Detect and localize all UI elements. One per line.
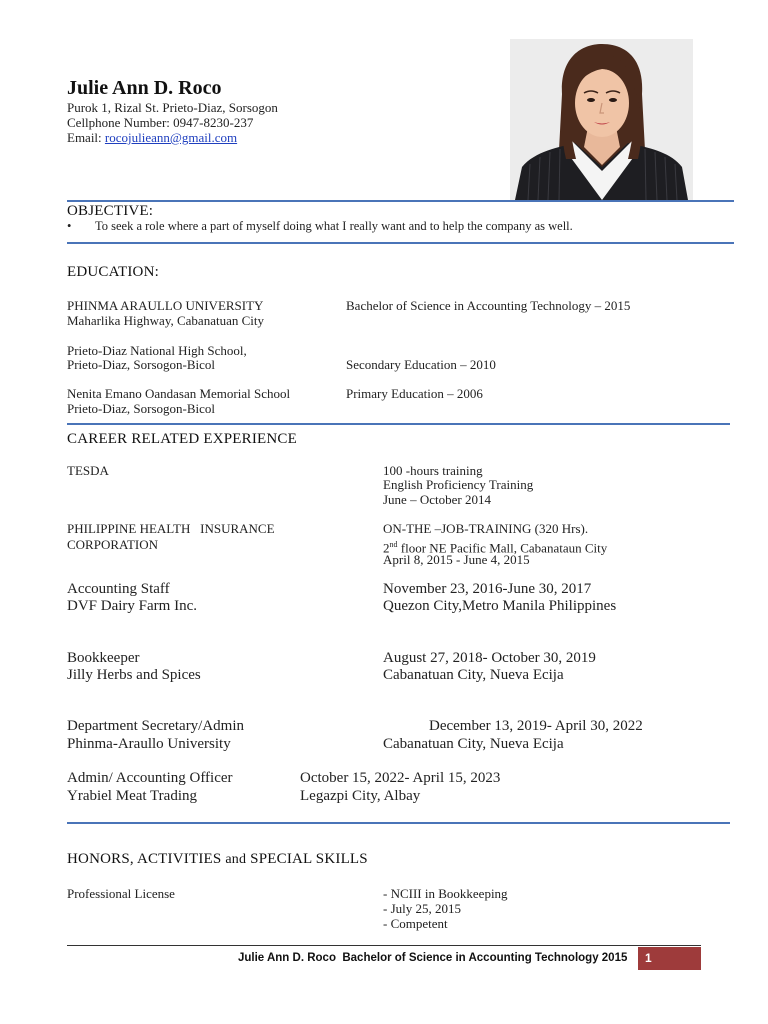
applicant-name: Julie Ann D. Roco [67, 77, 222, 99]
education-location: Prieto-Diaz, Sorsogon-Bicol [67, 357, 216, 372]
job-position: Department Secretary/Admin [67, 718, 245, 734]
honors-title-part2: SPECIAL SKILLS [246, 851, 368, 867]
education-location: Maharlika Highway, Cabanatuan City [67, 313, 264, 328]
job-company: DVF Dairy Farm Inc. [67, 598, 197, 614]
job-company: Phinma-Araullo University [67, 736, 231, 752]
job-company: Jilly Herbs and Spices [67, 667, 201, 683]
education-degree: Bachelor of Science in Accounting Technology – 2015 [346, 298, 631, 313]
floor-suffix: nd [389, 540, 398, 549]
honors-item: - NCIII in Bookkeeping [383, 886, 508, 901]
education-degree: Primary Education – 2006 [346, 386, 483, 401]
education-degree: Secondary Education – 2010 [346, 357, 496, 372]
email-label: Email: [67, 130, 102, 145]
honors-item: - July 25, 2015 [383, 901, 461, 916]
honors-title-and: and [225, 852, 247, 867]
training-org: PHILIPPINE HEALTH INSURANCE [67, 521, 275, 536]
training-line: English Proficiency Training [383, 477, 534, 492]
footer-text: Julie Ann D. Roco Bachelor of Science in Accounting Technology 2015 [238, 952, 628, 964]
job-location: Cabanatuan City, Nueva Ecija [383, 667, 564, 683]
section-divider [67, 822, 730, 824]
footer-rule [67, 945, 701, 946]
section-divider [67, 423, 730, 425]
profile-photo [510, 39, 693, 200]
training-org-line2: CORPORATION [67, 537, 159, 552]
job-position: Accounting Staff [67, 581, 170, 597]
honors-title [67, 851, 368, 868]
job-dates: August 27, 2018- October 30, 2019 [383, 650, 596, 666]
contact-block [67, 100, 278, 145]
email-link[interactable]: rocojulieann@gmail.com [104, 130, 238, 145]
floor-number: 2 [383, 540, 390, 556]
objective-item [67, 219, 573, 234]
job-location: Cabanatuan City, Nueva Ecija [383, 736, 564, 752]
education-location: Prieto-Diaz, Sorsogon-Bicol [67, 401, 216, 416]
honors-title-part1: HONORS, ACTIVITIES [67, 851, 226, 867]
education-title: EDUCATION: [67, 264, 159, 280]
training-line: 100 -hours training [383, 463, 483, 478]
job-company: Yrabiel Meat Trading [67, 788, 197, 804]
job-position: Bookkeeper [67, 650, 140, 666]
job-position: Admin/ Accounting Officer [67, 770, 233, 786]
floor-address: floor NE Pacific Mall, Cabanataun City [397, 540, 608, 556]
phone-line [67, 115, 278, 130]
objective-title: OBJECTIVE: [67, 203, 154, 219]
email-line [67, 130, 278, 145]
address: Purok 1, Rizal St. Prieto-Diaz, Sorsogon [67, 100, 278, 115]
job-location: Legazpi City, Albay [300, 788, 421, 804]
honors-label: Professional License [67, 886, 175, 901]
job-dates: October 15, 2022- April 15, 2023 [300, 770, 501, 786]
phone-label: Cellphone Number: [67, 115, 170, 130]
honors-item: - Competent [383, 916, 448, 931]
training-org: TESDA [67, 463, 109, 478]
section-divider [67, 200, 734, 202]
job-dates: November 23, 2016-June 30, 2017 [383, 581, 592, 597]
objective-text: To seek a role where a part of myself doing what I really want and to help the company as well. [95, 219, 573, 233]
education-school: Nenita Emano Oandasan Memorial School [67, 386, 291, 401]
bullet-icon: • [67, 219, 72, 233]
experience-title: CAREER RELATED EXPERIENCE [67, 431, 297, 447]
page-number: 1 [638, 947, 701, 970]
training-line: ON-THE –JOB-TRAINING (320 Hrs). [383, 521, 589, 536]
education-school: PHINMA ARAULLO UNIVERSITY [67, 298, 264, 313]
training-line: June – October 2014 [383, 492, 491, 507]
education-school: Prieto-Diaz National High School, [67, 343, 247, 358]
training-line: April 8, 2015 - June 4, 2015 [383, 552, 530, 567]
section-divider [67, 242, 734, 244]
phone-number: 0947-8230-237 [173, 115, 254, 130]
job-location: Quezon City,Metro Manila Philippines [383, 598, 617, 614]
job-dates: December 13, 2019- April 30, 2022 [429, 718, 643, 734]
